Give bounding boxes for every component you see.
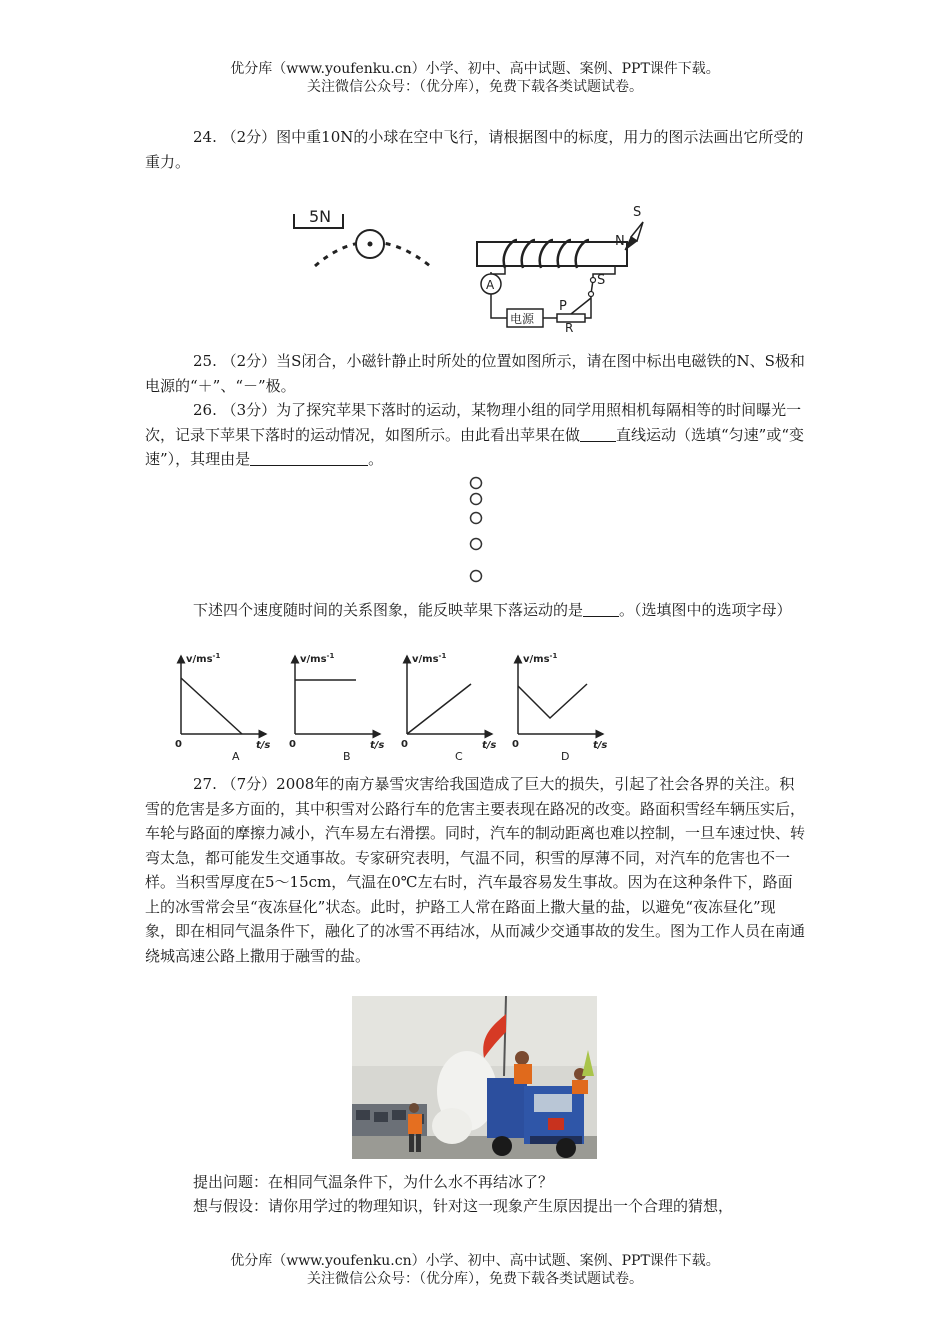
graph-d[interactable] (512, 652, 607, 763)
q26-blank-2[interactable] (250, 450, 368, 466)
svg-text:t/s: t/s (370, 740, 385, 751)
rheostat-label-r: R (565, 321, 574, 333)
svg-text:0: 0 (289, 739, 296, 750)
question-24-text: 24. （2分）图中重10N的小球在空中飞行，请根据图中的标度，用力的图示法画出它所受的重力。 (145, 128, 804, 171)
svg-text:0: 0 (401, 739, 408, 750)
graph-b-label: B (343, 750, 351, 763)
svg-text:t/s: t/s (482, 740, 497, 751)
q26-graph-prompt-part-2: 。（选填图中的选项字母） (619, 601, 792, 619)
compass-label-n: N (615, 234, 625, 249)
svg-text:v/ms-1: $v/ms^{-1}$ (412, 652, 447, 665)
q26-text-part-2: 直线运动（选填“匀速”或“变速”），其理由是 (145, 425, 805, 468)
question-25-text: 25. （2分）当S闭合，小磁针静止时所处的位置如图所示，请在图中标出电磁铁的N、S极和电源的“＋”、“－”极。 (145, 352, 805, 395)
svg-text:t/s: t/s (593, 740, 608, 751)
page-header-line-1: 优分库（www.youfenku.cn）小学、初中、高中试题、案例、PPT课件下载。 (230, 61, 720, 77)
graph-c[interactable] (401, 652, 496, 763)
question-26-text (145, 398, 805, 472)
compass-label-s: S (633, 205, 642, 220)
ask-question-line: 提出问题：在相同气温条件下，为什么水不再结冰了？ (193, 1173, 554, 1191)
svg-text:t/s: t/s (256, 740, 271, 751)
figure-ball-and-electromagnet (285, 198, 665, 333)
photo-salt-spreading (352, 996, 597, 1159)
q26-text-part-1: 26. （3分）为了探究苹果下落时的运动，某物理小组的同学用照相机每隔相等的时间曝光一次，记录下苹果下落时的运动情况，如图所示。由此看出苹果在做 (145, 401, 802, 444)
svg-text:v/ms-1: $v/ms^{-1}$ (300, 652, 335, 665)
figure-falling-apple-strobe (462, 470, 490, 588)
question-27-text: 27. （7分）2008年的南方暴雪灾害给我国造成了巨大的损失，引起了社会各界的关注。积雪的危害是多方面的，其中积雪对公路行车的危害主要表现在路况的改变。路面积雪经车辆压实后，车轮与路面的摩擦力减小，汽车易左右滑摆。同时，汽车的制动距离也难以控制，一旦车速过快、转弯太急，都可能发生交通事故。专家研究表明，气温不同，积雪的厚薄不同，对汽车的危害也不一样。当积雪厚度在5～15cm，气温在0℃左右时，汽车最容易发生事故。因为在这种条件下，路面上的冰雪常会呈“夜冻昼化”状态。此时，护路工人常在路面上撒大量的盐，以避免“夜冻昼化”现象，即在相同气温条件下，融化了的冰雪不再结冰，从而减少交通事故的发生。图为工作人员在南通绕城高速公路上撒用于融雪的盐。 (145, 775, 806, 965)
q26-blank-1[interactable] (580, 426, 616, 442)
hypothesis-line: 想与假设：请你用学过的物理知识，针对这一现象产生原因提出一个合理的猜想， (193, 1197, 734, 1215)
q26-text-part-3: 。 (368, 450, 384, 468)
q26-blank-3[interactable] (583, 601, 619, 617)
velocity-time-graphs (170, 648, 620, 764)
svg-text:v/ms-1: $v/ms^{-1}$ (186, 652, 221, 665)
question-26-graph-prompt (145, 598, 805, 623)
force-scale-bar (294, 207, 343, 228)
page-header-line-2: 关注微信公众号：（优分库），免费下载各类试题试卷。 (307, 79, 643, 95)
svg-text:v/ms-1: $v/ms^{-1}$ (523, 652, 558, 665)
graph-c-label: C (455, 750, 463, 763)
svg-text:0: 0 (512, 739, 519, 750)
q26-graph-prompt-part-1: 下述四个速度随时间的关系图象，能反映苹果下落运动的是 (193, 601, 584, 619)
compass-needle (615, 205, 643, 250)
page-footer-line-2: 关注微信公众号：（优分库），免费下载各类试题试卷。 (307, 1271, 643, 1287)
graph-a[interactable] (175, 652, 270, 763)
graph-a-label: A (232, 750, 240, 763)
page-footer-line-1: 优分库（www.youfenku.cn）小学、初中、高中试题、案例、PPT课件下载。 (230, 1253, 720, 1269)
power-source-label: 电源 (510, 312, 535, 326)
svg-text:0: 0 (175, 739, 182, 750)
rheostat-slider-wire (571, 298, 591, 314)
electromagnet-core (477, 242, 627, 266)
switch-label: S (597, 273, 606, 288)
scale-label: 5N (309, 207, 332, 226)
slider-label-p: P (559, 299, 567, 314)
graph-b[interactable] (289, 652, 384, 763)
ammeter-label: A (486, 278, 495, 292)
graph-d-label: D (561, 750, 570, 763)
